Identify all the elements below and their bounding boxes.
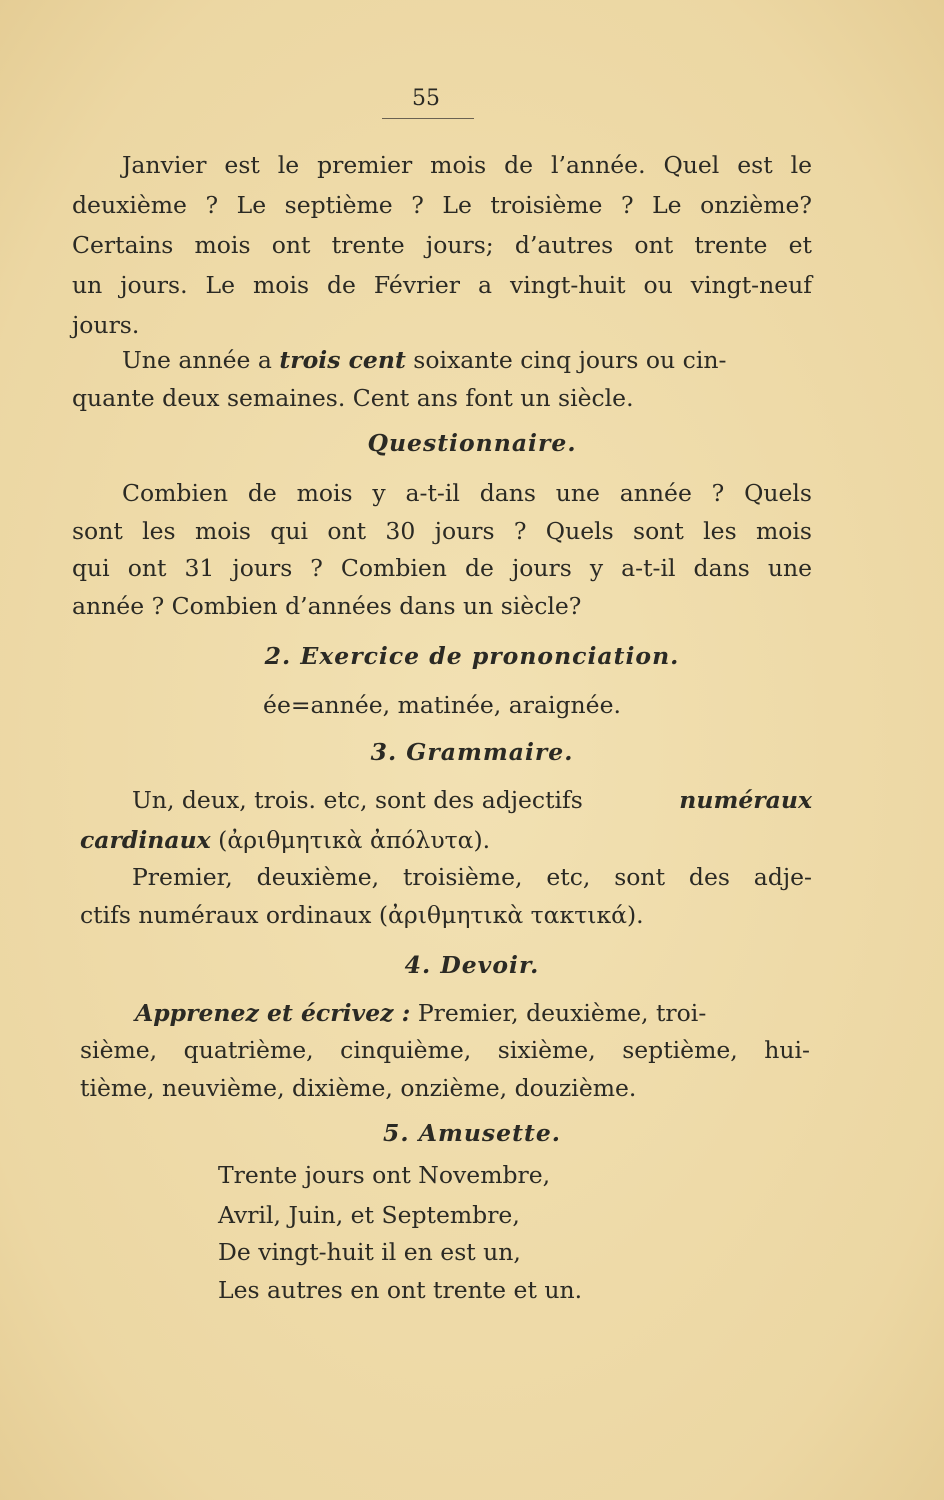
text-line: Janvier est le premier mois de l’année. Quel est le xyxy=(122,151,812,179)
emphasis: cardinaux xyxy=(80,826,211,854)
text: (ἀριθμητικὰ ἀπόλυτα). xyxy=(210,826,491,854)
text-line: un jours. Le mois de Février a vingt-huit ou vingt-neuf xyxy=(72,271,812,299)
emphasis: numéraux xyxy=(679,786,812,814)
text: soixante cinq jours ou cin- xyxy=(405,346,727,374)
emphasis: trois cent xyxy=(279,346,406,374)
text-line: deuxième ? Le septième ? Le troisième ? Le onzième? xyxy=(72,191,812,219)
text-line: quante deux semaines. Cent ans font un siècle. xyxy=(72,384,634,412)
text-line: tième, neuvième, dixième, onzième, douzième. xyxy=(80,1074,637,1102)
text: Un, deux, trois. etc, sont des adjectifs xyxy=(132,786,583,814)
text-line: ctifs numéraux ordinaux (ἀριθμητικὰ τακτικά). xyxy=(80,901,644,929)
text: Premier, deuxième, troi- xyxy=(410,999,707,1027)
heading-grammar: 3. Grammaire. xyxy=(370,738,574,766)
text-line: Premier, deuxième, troisième, etc, sont des adje- xyxy=(132,863,812,891)
poem-line: De vingt-huit il en est un, xyxy=(218,1238,521,1266)
heading-questionnaire: Questionnaire. xyxy=(367,429,577,457)
poem-line: Avril, Juin, et Septembre, xyxy=(218,1201,520,1229)
heading-devoir: 4. Devoir. xyxy=(404,951,540,979)
text-line xyxy=(122,345,812,375)
text-line: sième, quatrième, cinquième, sixième, septième, hui- xyxy=(80,1036,810,1064)
text-line xyxy=(80,825,820,855)
page-number: 55 xyxy=(412,86,440,111)
heading-amusette: 5. Amusette. xyxy=(383,1119,561,1147)
heading-pronunciation: 2. Exercice de prononciation. xyxy=(264,642,680,670)
text-line: ée=année, matinée, araignée. xyxy=(263,691,621,719)
text-line: Combien de mois y a-t-il dans une année ? Quels xyxy=(122,479,812,507)
text-line: jours. xyxy=(72,311,140,339)
text-line: qui ont 31 jours ? Combien de jours y a-t-il dans une xyxy=(72,554,812,582)
text-line: sont les mois qui ont 30 jours ? Quels sont les mois xyxy=(72,517,812,545)
text-line: Certains mois ont trente jours; d’autres ont trente et xyxy=(72,231,812,259)
text-line: année ? Combien d’années dans un siècle? xyxy=(72,592,582,620)
text-line xyxy=(132,785,812,815)
poem-line: Les autres en ont trente et un. xyxy=(218,1276,583,1304)
text-line xyxy=(135,998,810,1028)
divider xyxy=(382,118,474,119)
poem-line: Trente jours ont Novembre, xyxy=(218,1161,551,1189)
emphasis: Apprenez et écrivez : xyxy=(135,999,411,1027)
text: Une année a xyxy=(122,346,280,374)
